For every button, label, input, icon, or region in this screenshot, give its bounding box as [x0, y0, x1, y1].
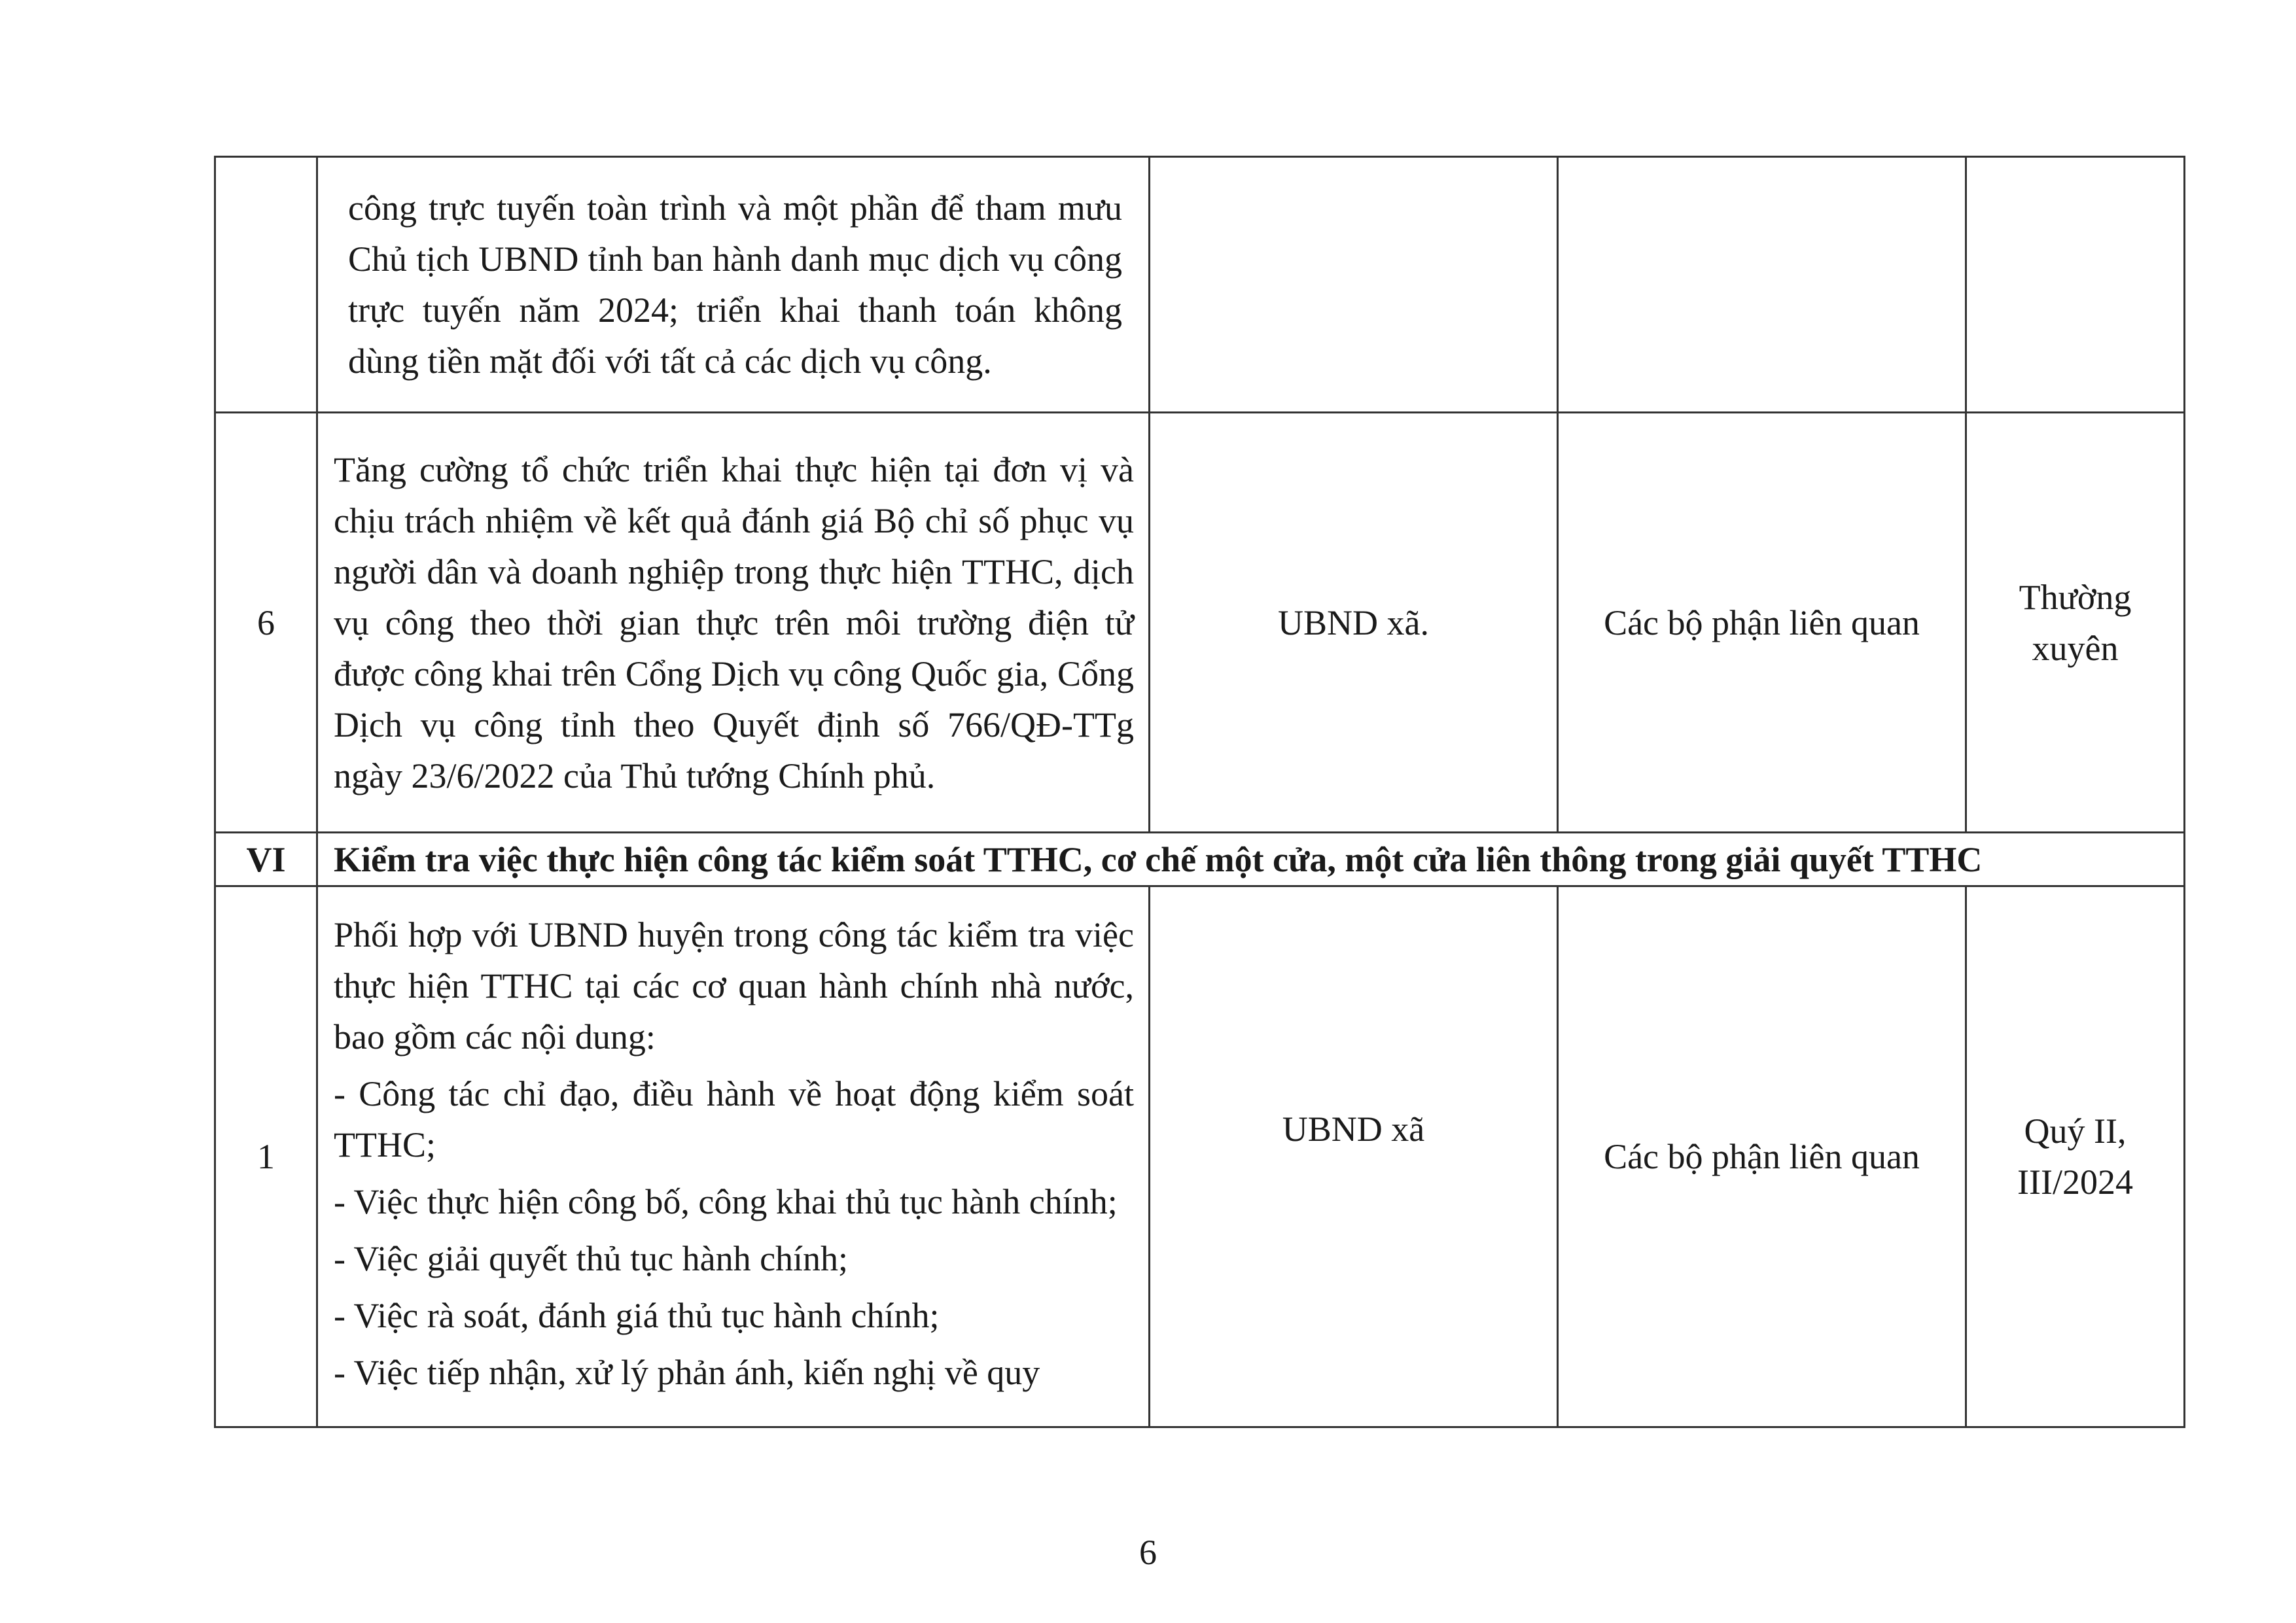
stt-cell: 6 [215, 413, 317, 833]
content-item: - Công tác chỉ đạo, điều hành về hoạt động kiểm soát TTHC; [334, 1074, 1134, 1164]
time-line-2: xuyên [2032, 628, 2119, 668]
stt-cell [215, 157, 317, 413]
lead-unit-cell: UBND xã. [1150, 413, 1558, 833]
time-cell [1966, 413, 2185, 833]
time-cell [1966, 157, 2185, 413]
content-cell [317, 886, 1150, 1427]
table-row [215, 157, 2185, 413]
content-item: - Việc rà soát, đánh giá thủ tục hành chính; [334, 1296, 940, 1335]
coordinating-unit-cell: Các bộ phận liên quan [1558, 413, 1966, 833]
lead-unit-cell [1150, 157, 1558, 413]
content-text: Tăng cường tổ chức triển khai thực hiện tại đơn vị và chịu trách nhiệm về kết quả đánh giá Bộ chỉ số phục vụ người dân và doanh nghiệp trong thực hiện TTHC, dịch vụ công theo thời gian thực trên môi trường điện tử được công khai trên Cổng Dịch vụ công Quốc gia, Cổng Dịch vụ công tỉnh theo Quyết định số 766/QĐ-TTg ngày 23/6/2022 của Thủ tướng Chính phủ. [334, 449, 1134, 795]
section-number: VI [215, 833, 317, 886]
content-intro: Phối hợp với UBND huyện trong công tác kiểm tra việc thực hiện TTHC tại các cơ quan hành chính nhà nước, bao gồm các nội dung: [334, 915, 1134, 1056]
time-line-2: III/2024 [2017, 1162, 2133, 1202]
section-heading-row [215, 833, 2185, 886]
task-table [214, 156, 2185, 1428]
section-title-cell [317, 833, 2185, 886]
coordinating-unit-cell [1558, 157, 1966, 413]
stt-cell: 1 [215, 886, 317, 1427]
content-cell [317, 157, 1150, 413]
time-cell [1966, 886, 2185, 1427]
time-line-1: Quý II, [2024, 1111, 2127, 1151]
content-item: - Việc giải quyết thủ tục hành chính; [334, 1239, 849, 1278]
content-text: công trực tuyến toàn trình và một phần để tham mưu Chủ tịch UBND tỉnh ban hành danh mục dịch vụ công trực tuyến năm 2024; triển khai thanh toán không dùng tiền mặt đối với tất cả các dịch vụ công. [348, 188, 1122, 381]
table-row [215, 413, 2185, 833]
lead-unit-cell [1150, 886, 1558, 1427]
table-row [215, 886, 2185, 1427]
time-line-1: Thường [2019, 577, 2132, 617]
content-cell [317, 413, 1150, 833]
content-item: - Việc tiếp nhận, xử lý phản ánh, kiến nghị về quy [334, 1353, 1040, 1392]
lead-unit-text: UBND xã [1282, 1109, 1425, 1149]
section-title: Kiểm tra việc thực hiện công tác kiểm soát TTHC, cơ chế một cửa, một cửa liên thông trong giải quyết TTHC [334, 839, 1983, 879]
content-item: - Việc thực hiện công bố, công khai thủ tục hành chính; [334, 1182, 1118, 1221]
page-number: 6 [1139, 1533, 1157, 1572]
coordinating-unit-cell: Các bộ phận liên quan [1558, 886, 1966, 1427]
